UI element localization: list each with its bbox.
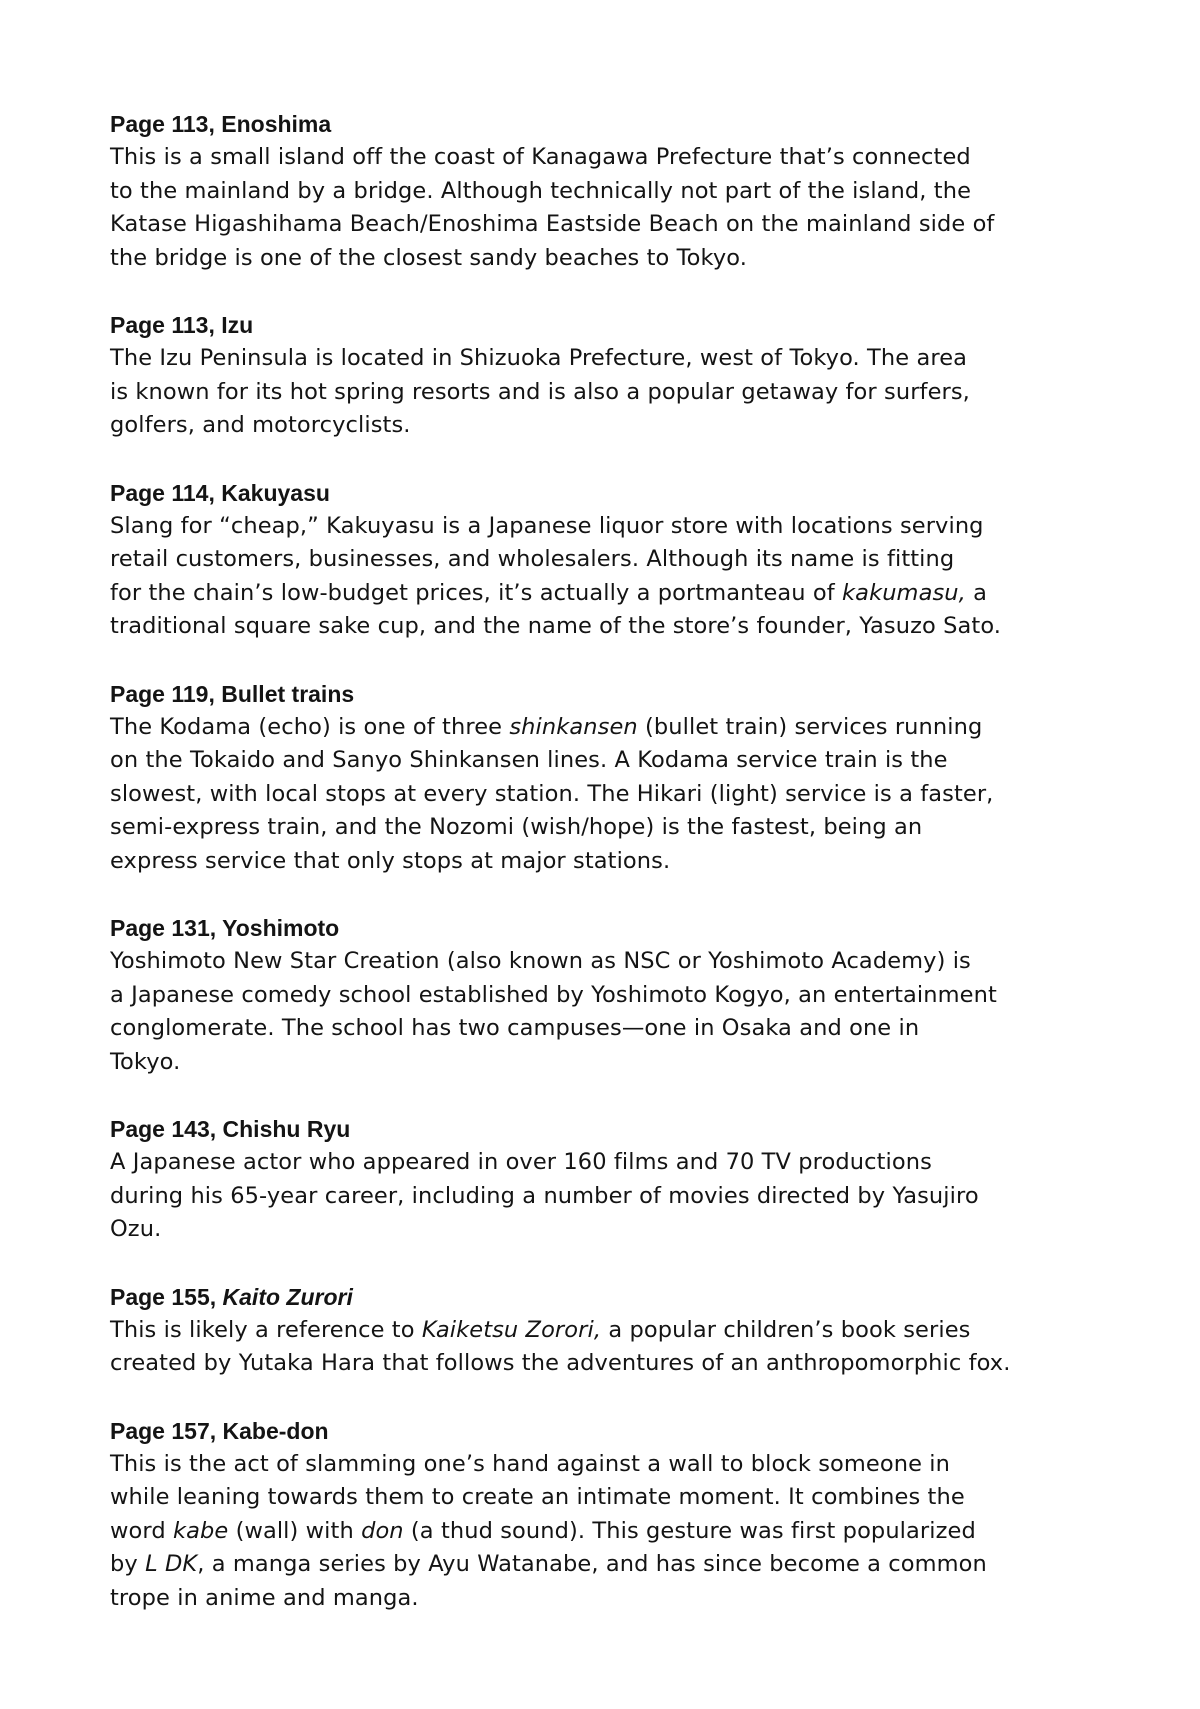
- body-text: a: [965, 579, 988, 606]
- note-body: [110, 141, 1110, 275]
- body-text: This is likely a reference to: [110, 1316, 422, 1343]
- body-line: traditional square sake cup, and the name of the store’s founder, Yasuzo Sato.: [110, 613, 1002, 639]
- body-line: conglomerate. The school has two campuses—one in Osaka and one in: [110, 1015, 920, 1041]
- note-heading: Page 131, Yoshimoto: [110, 915, 340, 941]
- body-text: The Kodama (echo) is one of three: [110, 713, 510, 740]
- note-kaito-zurori: [110, 1281, 1110, 1381]
- body-line: Yoshimoto New Star Creation (also known as NSC or Yoshimoto Academy) is: [110, 948, 971, 974]
- body-text: by: [110, 1551, 146, 1577]
- note-heading: Page 143, Chishu Ryu: [110, 1116, 351, 1142]
- note-heading: Page 114, Kakuyasu: [110, 479, 330, 506]
- body-line: The Izu Peninsula is located in Shizuoka Prefecture, west of Tokyo. The area: [110, 345, 968, 371]
- note-kakuyasu: [110, 477, 1110, 644]
- body-line: This is a small island off the coast of Kanagawa Prefecture that’s connected: [110, 144, 971, 170]
- body-line: Tokyo.: [110, 1048, 181, 1075]
- body-line: This is the act of slamming one’s hand against a wall to block someone in: [110, 1450, 951, 1477]
- body-line: Katase Higashihama Beach/Enoshima Eastside Beach on the mainland side of: [110, 211, 995, 237]
- body-line: retail customers, businesses, and wholesalers. Although its name is fitting: [110, 546, 955, 572]
- note-body: [110, 1314, 1110, 1381]
- body-line: trope in anime and manga.: [110, 1584, 419, 1611]
- italic-term: Kaiketsu Zorori,: [421, 1316, 602, 1343]
- note-body: [110, 1146, 1110, 1247]
- body-line: for the chain’s low-budget prices, it’s actually a portmanteau of: [110, 579, 843, 606]
- note-body: [110, 711, 1110, 879]
- body-line: while leaning towards them to create an intimate moment. It combines the: [110, 1484, 965, 1510]
- heading-text: Page 155,: [110, 1283, 223, 1310]
- italic-term: don: [361, 1517, 404, 1544]
- italic-term: kakumasu,: [842, 579, 966, 606]
- body-line: Slang for “cheap,” Kakuyasu is a Japanese liquor store with locations serving: [110, 512, 984, 539]
- note-chishu-ryu: [110, 1113, 1110, 1247]
- body-line: is known for its hot spring resorts and is also a popular getaway for surfers,: [110, 378, 970, 405]
- note-body: [110, 945, 1110, 1079]
- body-line: during his 65-year career, including a number of movies directed by Yasujiro: [110, 1182, 979, 1209]
- body-text: a popular children’s book series: [601, 1316, 971, 1343]
- body-line: A Japanese actor who appeared in over 160 films and 70 TV productions: [110, 1149, 932, 1175]
- note-heading: Page 119, Bullet trains: [110, 680, 355, 707]
- body-line: to the mainland by a bridge. Although technically not part of the island, the: [110, 177, 972, 204]
- body-text: (a thud sound). This gesture was first popularized: [403, 1517, 976, 1544]
- heading-italic: Kaito Zurori: [222, 1283, 353, 1310]
- italic-term: L DK: [145, 1551, 198, 1577]
- body-text: (wall) with: [228, 1517, 362, 1544]
- note-heading: Page 113, Izu: [110, 312, 254, 338]
- body-line: slowest, with local stops at every station. The Hikari (light) service is a faster,: [110, 780, 994, 807]
- body-line: created by Yutaka Hara that follows the adventures of an anthropomorphic fox.: [110, 1350, 1011, 1376]
- body-line: semi-express train, and the Nozomi (wish/hope) is the fastest, being an: [110, 814, 923, 840]
- body-line: express service that only stops at major stations.: [110, 847, 671, 874]
- note-heading: Page 113, Enoshima: [110, 111, 332, 137]
- note-heading: [110, 1281, 1110, 1314]
- note-izu: [110, 309, 1110, 443]
- note-body: [110, 510, 1110, 644]
- note-enoshima: [110, 108, 1110, 275]
- notes-page: [110, 108, 1110, 1649]
- body-text: word: [110, 1517, 173, 1544]
- body-line: Ozu.: [110, 1216, 162, 1242]
- note-bullet-trains: [110, 678, 1110, 879]
- italic-term: shinkansen: [509, 713, 638, 740]
- body-line: the bridge is one of the closest sandy beaches to Tokyo.: [110, 244, 748, 271]
- body-line: a Japanese comedy school established by Yoshimoto Kogyo, an entertainment: [110, 981, 997, 1008]
- note-heading: Page 157, Kabe-don: [110, 1417, 329, 1444]
- body-line: on the Tokaido and Sanyo Shinkansen lines. A Kodama service train is the: [110, 747, 948, 773]
- note-yoshimoto: [110, 912, 1110, 1079]
- body-line: golfers, and motorcyclists.: [110, 412, 411, 438]
- note-body: [110, 1448, 1110, 1616]
- note-kabe-don: [110, 1415, 1110, 1616]
- body-text: , a manga series by Ayu Watanabe, and has since become a common: [197, 1551, 987, 1577]
- note-body: [110, 342, 1110, 443]
- body-text: (bullet train) services running: [637, 713, 983, 740]
- italic-term: kabe: [172, 1517, 229, 1544]
